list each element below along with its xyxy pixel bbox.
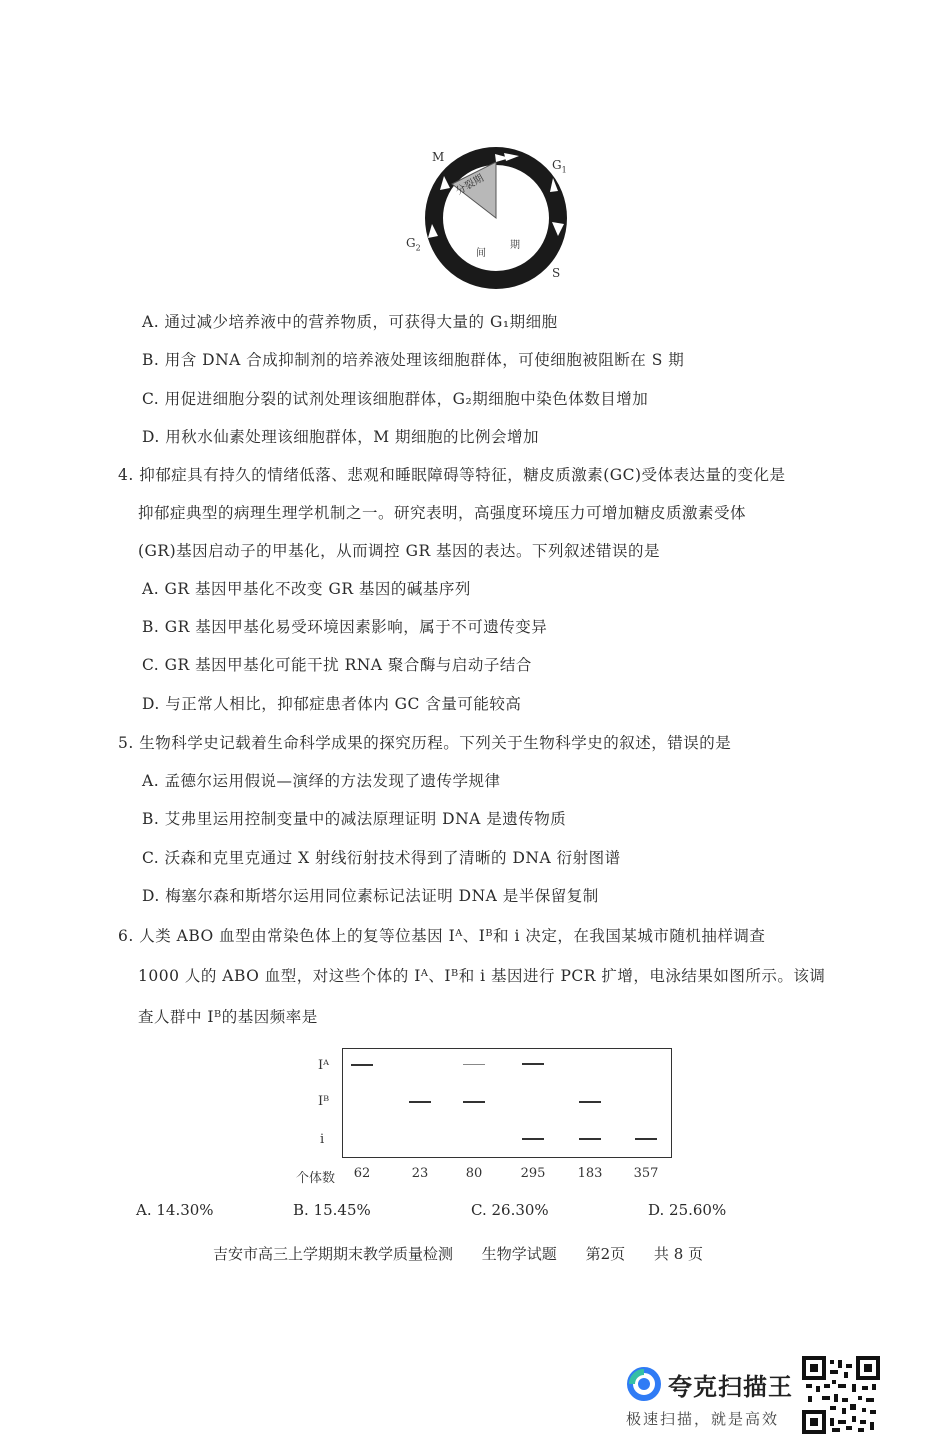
q4-option-d: D. 与正常人相比，抑郁症患者体内 GC 含量可能较高 [142,695,522,713]
q4-stem-line-1: 4. 抑郁症具有持久的情绪低落、悲观和睡眠障碍等特征，糖皮质激素(GC)受体表达量的变化是 [118,466,786,484]
band-lane2-ib [409,1101,431,1103]
gel-label-ib: Iᴮ [318,1094,330,1109]
q6-answer-b: B. 15.45% [293,1201,371,1219]
footer-total: 共 8 页 [653,1245,704,1263]
label-g2 [406,236,421,252]
q3-option-d: D. 用秋水仙素处理该细胞群体，M 期细胞的比例会增加 [142,428,540,446]
label-s: S [552,266,561,280]
q5-option-d: D. 梅塞尔森和斯塔尔运用同位素标记法证明 DNA 是半保留复制 [142,887,599,905]
gel-box [342,1048,672,1158]
label-g1-main: G [552,158,562,172]
q4-option-a: A. GR 基因甲基化不改变 GR 基因的碱基序列 [142,580,471,598]
band-lane5-ib [579,1101,601,1103]
gel-count-2: 23 [411,1166,429,1181]
gel-count-5: 183 [577,1166,603,1181]
qr-code-svg [802,1356,880,1434]
scanner-slogan: 极速扫描，就是高效 [626,1410,780,1428]
q3-option-c: C. 用促进细胞分裂的试剂处理该细胞群体，G₂期细胞中染色体数目增加 [142,390,649,408]
label-g2-main: G [406,236,416,250]
footer-exam-title: 吉安市高三上学期期末教学质量检测 [213,1245,454,1263]
q5-option-b: B. 艾弗里运用控制变量中的减法原理证明 DNA 是遗传物质 [142,810,567,828]
qr-code [802,1356,880,1434]
scanner-logo-icon [626,1366,662,1402]
q4-option-c: C. GR 基因甲基化可能干扰 RNA 聚合酶与启动子结合 [142,656,532,674]
q6-answer-a: A. 14.30% [136,1201,214,1219]
gel-count-6: 357 [633,1166,659,1181]
label-division: 分裂期 [454,172,486,198]
page-footer [213,1243,703,1264]
q6-stem-line-1: 6. 人类 ABO 血型由常染色体上的复等位基因 Iᴬ、Iᴮ和 i 决定，在我国某城市随机抽样调查 [118,927,766,945]
cell-cycle-diagram [400,140,580,290]
band-lane4-ia [522,1063,544,1065]
footer-subject: 生物学试题 [481,1245,557,1263]
q3-option-b: B. 用含 DNA 合成抑制剂的培养液处理该细胞群体，可使细胞被阻断在 S 期 [142,351,685,369]
gel-count-1: 62 [353,1166,371,1181]
q3-option-a: A. 通过减少培养液中的营养物质，可获得大量的 G₁期细胞 [142,313,558,331]
q5-stem: 5. 生物科学史记载着生命科学成果的探究历程。下列关于生物科学史的叙述，错误的是 [118,734,732,752]
gel-count-label: 个体数 [296,1171,336,1186]
label-interphase-a: 间 [476,248,486,259]
gel-count-4: 295 [520,1166,546,1181]
band-lane3-ib [463,1101,485,1103]
q4-stem-line-2: 抑郁症典型的病理生理学机制之一。研究表明，高强度环境压力可增加糖皮质激素受体 [138,504,747,522]
label-g1 [552,158,567,174]
gel-label-i: i [320,1132,325,1147]
scanner-brand: 夸克扫描王 [668,1373,793,1401]
q6-stem-line-3: 查人群中 Iᴮ的基因频率是 [138,1008,318,1026]
band-lane4-i [522,1138,544,1140]
label-g1-sub: 1 [561,165,567,175]
footer-page: 第2页 [585,1245,626,1263]
band-lane5-i [579,1138,601,1140]
q6-answer-d: D. 25.60% [648,1201,727,1219]
label-m: M [432,150,445,164]
q5-option-c: C. 沃森和克里克通过 X 射线衍射技术得到了清晰的 DNA 衍射图谱 [142,849,621,867]
label-g2-sub: 2 [415,243,421,253]
q4-option-b: B. GR 基因甲基化易受环境因素影响，属于不可遗传变异 [142,618,548,636]
label-interphase-b: 期 [510,240,520,251]
band-lane3-ia [463,1064,485,1065]
gel-label-ia: Iᴬ [318,1058,330,1073]
q4-stem-line-3: (GR)基因启动子的甲基化，从而调控 GR 基因的表达。下列叙述错误的是 [138,542,661,560]
q6-answer-c: C. 26.30% [471,1201,549,1219]
q6-stem-line-2: 1000 人的 ABO 血型，对这些个体的 Iᴬ、Iᴮ和 i 基因进行 PCR 扩增，电泳结果如图所示。该调 [138,967,826,985]
band-lane1-ia [351,1064,373,1066]
gel-count-3: 80 [465,1166,483,1181]
band-lane6-i [635,1138,657,1140]
q5-option-a: A. 孟德尔运用假说—演绎的方法发现了遗传学规律 [142,772,501,790]
gel-figure [290,1040,690,1190]
